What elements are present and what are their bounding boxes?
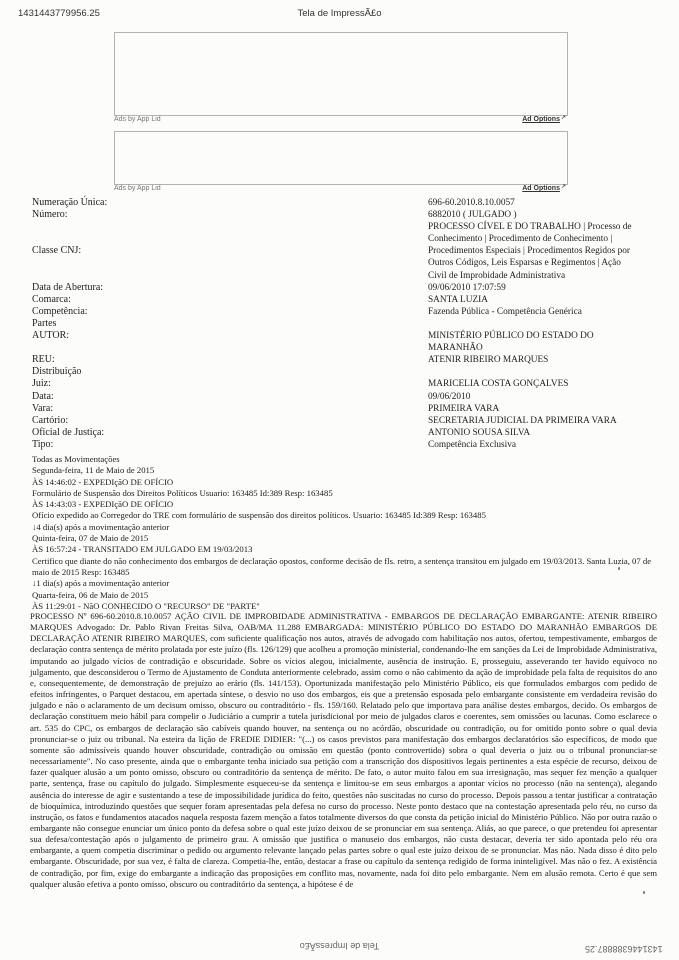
case-field-label: Data:	[32, 390, 54, 402]
case-field-label: Competência:	[32, 305, 88, 317]
ad-banner-top[interactable]	[114, 32, 568, 116]
case-field-value: ANTONIO SOUSA SILVA	[428, 427, 531, 438]
external-arrow-icon: ↗	[560, 184, 566, 190]
case-field-label: Número:	[32, 209, 68, 221]
page-header-number: 1431443779956.25	[18, 8, 100, 19]
case-field-value: Competência Exclusiva	[428, 439, 517, 450]
movement-line: ÀS 14:46:02 - EXPEDIçãO DE OFÍCIO	[32, 476, 174, 487]
case-field-value: SANTA LUZIA	[428, 294, 488, 305]
case-field-label	[32, 342, 422, 354]
case-field-values-column	[428, 197, 674, 451]
case-field-value: Fazenda Pública - Competência Genérica	[428, 306, 582, 317]
external-arrow-icon: ↗	[560, 115, 566, 121]
scan-speck	[618, 567, 620, 570]
movement-line: Certifico que diante do não conhecimento dos embargos de declaração opostos, conforme decisão de fls. retro, a sentença transitou em julgado em 19/03/2013. Santa Luzia, 07 de maio de 2015 Resp: 163485	[32, 555, 652, 577]
case-field-value: MINISTÉRIO PÚBLICO DO ESTADO DO	[428, 331, 594, 342]
footer-number-flipped: 1431446388887.25	[585, 944, 663, 954]
case-field-label: Tipo:	[32, 438, 54, 450]
movement-line: ÀS 14:43:03 - EXPEDIçãO DE OFÍCIO	[32, 499, 174, 510]
case-field-labels-column	[32, 197, 422, 451]
case-field-label: REU:	[32, 354, 55, 366]
ad-attribution-row-top	[114, 116, 566, 123]
ad-options-label: Ad Options	[522, 116, 560, 123]
case-field-label	[32, 257, 422, 269]
movement-line: Todas as Movimentações	[32, 454, 120, 464]
case-field-value: 6882010 ( JULGADO )	[428, 210, 517, 221]
case-field-label: Oficial de Justiça:	[32, 426, 105, 438]
case-field-value: PRIMEIRA VARA	[428, 403, 500, 414]
case-field-label: Vara:	[32, 402, 54, 414]
movements-list	[32, 454, 660, 612]
case-field-value: Outros Códigos, Leis Esparsas e Regimentos | Ação	[428, 258, 621, 269]
ads-by-link[interactable]: Ads by App Lid	[114, 185, 161, 192]
case-field-value: MARANHÃO	[428, 343, 483, 354]
ad-options-link[interactable]	[522, 185, 566, 192]
case-field-value: Civil de Improbidade Administrativa	[428, 270, 566, 281]
ads-by-link[interactable]: Ads by App Lid	[114, 116, 161, 123]
movement-line: ÀS 16:57:24 - TRANSITADO EM JULGADO EM 19/03/2013	[32, 544, 253, 555]
ad-options-label: Ad Options	[522, 185, 560, 192]
case-field-label: Cartório:	[32, 414, 69, 426]
ad-banner-second[interactable]	[114, 131, 568, 185]
case-field-label	[32, 221, 422, 233]
movement-line: ↓4 dia(s) após a movimentação anterior	[32, 521, 170, 532]
movement-line: Ofício expedido ao Corregedor do TRE com formulário de suspensão dos direitos políticos. Usuario: 163485 Id:389 Resp: 163485	[32, 510, 486, 521]
case-field-value: 696-60.2010.8.10.0057	[428, 198, 515, 208]
movement-line: ↓1 dia(s) após a movimentação anterior	[32, 578, 170, 589]
case-field-label: Partes	[32, 317, 57, 329]
footer-page-title-flipped: Tela de ImpressÃ£o	[299, 941, 380, 951]
movement-line: Segunda-feira, 11 de Maio de 2015	[32, 465, 155, 476]
movement-line: Quarta-feira, 06 de Maio de 2015	[32, 589, 149, 600]
case-field-label: Numeração Única:	[32, 197, 108, 208]
case-field-label: Juiz:	[32, 378, 51, 390]
case-field-label	[32, 233, 422, 245]
case-field-label: Comarca:	[32, 293, 71, 305]
case-field-value: ATENIR RIBEIRO MARQUES	[428, 355, 549, 366]
case-field-label	[32, 270, 422, 282]
decision-text: PROCESSO Nº 696-60.2010.8.10.0057 AÇÃO CIVIL DE IMPROBIDADE ADMINISTRATIVA - EMBARGOS DE DECLARAÇÃO EMBARGANTE: ATENIR RIBEIRO MARQUES Advogado: Dr. Pablo Rivan Freitas Silva, OAB/MA 11.288 EMBARGADA: MINISTÉRIO PÚBLICO DO ESTADO DO MARANHÃO EMBARGOS DE DECLARAÇÃO ATENIR RIBEIRO MARQUES, com suficiente qualificação nos autos, através de advogado com habilitação nos autos, ofertou, tempestivamente, embargos de declaração contra sentença de mérito prolatada por este juízo (fls. 126/129) que acolheu a promoção ministerial, condenando-lhe em sanções da Lei de Improbidade Administrativa, imputando ao julgado vícios de contradição e obscuridade. Sobre os vícios alegou, inicialmente, ausência de instrução. E, prosseguiu, asseverando ter havido equívoco no julgamento, que desconsiderou o Termo de Ajustamento de Conduta anteriormente celebrado, assim como o não cabimento da ação de improbidade pela falta de requisitos do ano e, consequentemente, de demonstração de prejuízo ao erário (fls. 141/153). Oportunizada manifestação pelo Ministério Público, eis que formulados embargos com pedido de efeitos infringentes, o Parquet destacou, em apertada síntese, o desvio no uso dos embargos, eis que a pretensão esposada pelo embargante consistente em verdadeira revisão do julgado e não o aclaramento de um decisum omisso, obscuro ou contraditório - fls. 159/160. Relatado pelo que importava para análise destes embargos, decido. Os embargos de declaração constituem meio hábil para compelir o Judiciário a cumprir a tutela jurisdicional por meio de julgados claros e coerentes, sem omissões ou lacunas. Como esclarece o art. 535 do CPC, os embargos de declaração são cabíveis quando houver, na sentença ou no acórdão, obscuridade ou contradição, ou for omitido ponto sobre o qual devia pronunciar-se o juiz ou tribunal. Na esteira da lição de FREDIE DIDIER: "(...) os casos previstos para manifestação dos embargos declaratórios são específicos, de modo que somente são admissíveis quando houver obscuridade, contradição ou omissão em questão (ponto controvertido) sobra o qual deveria o juiz ou o tribunal pronunciar-se necessariamente". No caso presente, ainda que o embargante tenha iniciado sua petição com a transcrição dos dispositivos legais pertinentes a esta espécie de recurso, deixou de fazer qualquer alusão a um ponto omisso, obscuro ou contraditório da sentença de mérito. De fato, o autor muito falou em sua irresignação, mas sequer fez menção a qualquer parte, sentença, frase ou capítulo do julgado. Simplesmente esqueceu-se da sentença e limitou-se em seus embargos a apontar vícios no processo (não na sentença), alegando ausência do interesse de agir e sustentando a tese de impossibilidade jurídica do feito, questões não suscitadas no curso do processo. Depois passou a tentar justificar a contratação de bioquímica, introduzindo questões que sequer foram apresentadas pela defesa no curso do processo. Neste ponto destaco que na contestação apresentada pelo réu, no curso da instrução, os fatos e fundamentos atacados naquela resposta fazem menção a fatos totalmente diversos do que consta da petição inicial do Ministério Público. Não por outra razão o embargante não consegue enunciar um único ponto da defesa sobre o qual este juízo deixou de se pronunciar em sua sentença. Aliás, ao que parece, o que pretendeu foi apresentar sua defesa/contestação após o julgamento de primeiro grau. A omissão que justifica o manuseio dos embargos, não custa destacar, deveria ter sido apontada pelo réu ora embargante, a quem competia discriminar o pedido ou argumento relevante lançado pelas partes sobre o qual este juízo deixou de se pronunciar. Mas não. Nada disso é dito pelo embargante. Obscuridade, por sua vez, é falta de clareza. Competia-lhe, então, destacar a frase ou capítulo da sentença redigido de forma ininteligível. Mas não o fez. A existência de contradição, por fim, exige do embargante a indicação das proposições em conflito mas, novamente, nada foi dito pelo embargante. Nem em alusão remota. Certo é que sem qualquer alusão efetiva a ponto omisso, obscuro ou contraditório da sentença, a hipótese é de	[30, 611, 657, 889]
case-field-value: MARICELIA COSTA GONÇALVES	[428, 379, 569, 390]
ad-options-link[interactable]	[522, 116, 566, 123]
page-title: Tela de ImpressÃ£o	[297, 8, 382, 19]
case-field-value	[428, 366, 674, 378]
case-field-value: Procedimentos Especiais | Procedimentos Regidos por	[428, 246, 630, 257]
movement-line: Formulário de Suspensão dos Direitos Políticos Usuario: 163485 Id:389 Resp: 163485	[32, 487, 333, 498]
case-field-label: Distribuição	[32, 366, 82, 378]
case-field-value: PROCESSO CÍVEL E DO TRABALHO | Processo de	[428, 222, 632, 233]
case-field-value: 09/06/2010	[428, 391, 471, 402]
case-field-label: Data de Abertura:	[32, 281, 104, 293]
case-field-value: SECRETARIA JUDICIAL DA PRIMEIRA VARA	[428, 415, 617, 426]
movement-line: Quinta-feira, 07 de Maio de 2015	[32, 533, 149, 544]
case-field-value: Conhecimento | Procedimento de Conhecimento |	[428, 234, 613, 245]
ad-attribution-row-second	[114, 185, 566, 192]
case-field-label: AUTOR:	[32, 330, 70, 342]
case-field-label: Classe CNJ:	[32, 245, 82, 257]
case-field-value	[428, 318, 674, 330]
scan-speck	[643, 891, 645, 894]
movement-line: ÀS 11:29:01 - NãO CONHECIDO O "RECURSO" DE "PARTE"	[32, 600, 260, 611]
case-field-value: 09/06/2010 17:07:59	[428, 282, 506, 293]
